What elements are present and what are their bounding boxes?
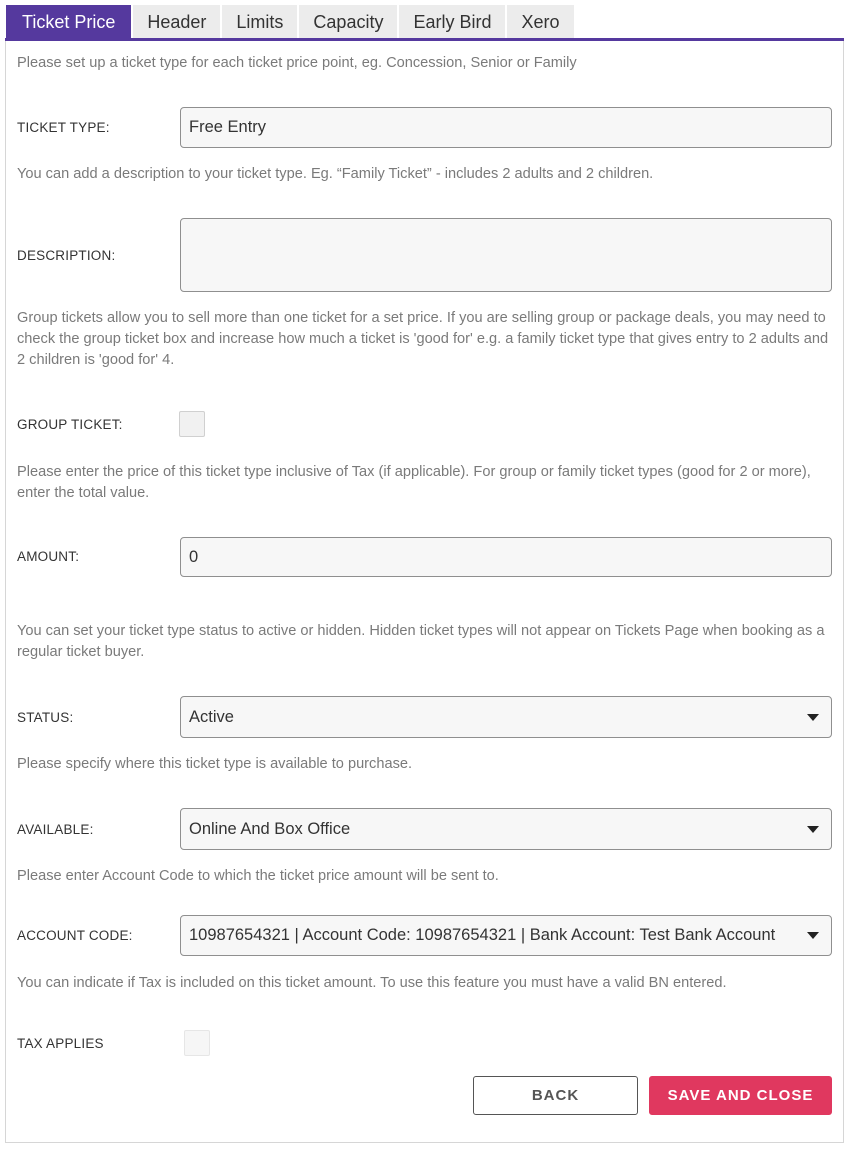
group-ticket-checkbox[interactable] [179,411,205,437]
tab-ticket-price[interactable]: Ticket Price [6,5,131,39]
available-value: Online And Box Office [189,819,351,838]
available-select[interactable] [180,808,832,850]
account-code-select[interactable] [180,915,832,956]
description-label: DESCRIPTION: [17,248,116,263]
group-ticket-label: GROUP TICKET: [17,417,123,432]
account-code-value: 10987654321 | Account Code: 10987654321 | Bank Account: Test Bank Account [189,926,776,944]
status-help: You can set your ticket type status to active or hidden. Hidden ticket types will not appear on Tickets Page when booking as a regular ticket buyer. [17,623,825,660]
tab-bar [6,5,574,39]
tab-xero[interactable]: Xero [507,5,573,39]
tab-capacity[interactable]: Capacity [299,5,397,39]
account-code-help: Please enter Account Code to which the ticket price amount will be sent to. [17,868,499,884]
tab-header[interactable]: Header [133,5,220,39]
ticket-type-label: TICKET TYPE: [17,120,110,135]
status-label: STATUS: [17,710,74,725]
intro-text: Please set up a ticket type for each ticket price point, eg. Concession, Senior or Family [17,55,577,71]
account-code-label: ACCOUNT CODE: [17,928,133,943]
chevron-down-icon [807,826,819,833]
chevron-down-icon [807,932,819,939]
description-textarea[interactable] [180,218,832,292]
amount-input[interactable] [180,537,832,577]
tax-help: You can indicate if Tax is included on this ticket amount. To use this feature you must have a valid BN entered. [17,975,727,991]
tab-limits[interactable]: Limits [222,5,297,39]
available-help: Please specify where this ticket type is available to purchase. [17,756,413,772]
amount-label: AMOUNT: [17,549,80,564]
tab-early-bird[interactable]: Early Bird [399,5,505,39]
description-help: You can add a description to your ticket type. Eg. “Family Ticket” - includes 2 adults and 2 children. [17,166,654,182]
amount-help: Please enter the price of this ticket type inclusive of Tax (if applicable). For group or family ticket types (good for 2 or more), enter the total value. [17,464,811,501]
group-ticket-help: Group tickets allow you to sell more than one ticket for a set price. If you are selling group or package deals, you may need to check the group ticket box and increase how much a ticket is 'good for' e.g. a family ticket type that gives entry to 2 adults and 2 children is 'good for' 4. [17,310,829,368]
chevron-down-icon [807,714,819,721]
back-button[interactable]: BACK [473,1076,638,1115]
tax-applies-checkbox[interactable] [184,1030,210,1056]
status-value: Active [189,707,234,726]
save-and-close-button[interactable]: SAVE AND CLOSE [649,1076,832,1115]
available-label: AVAILABLE: [17,822,94,837]
ticket-type-input[interactable] [180,107,832,148]
tax-applies-label: TAX APPLIES [17,1036,104,1051]
status-select[interactable] [180,696,832,738]
